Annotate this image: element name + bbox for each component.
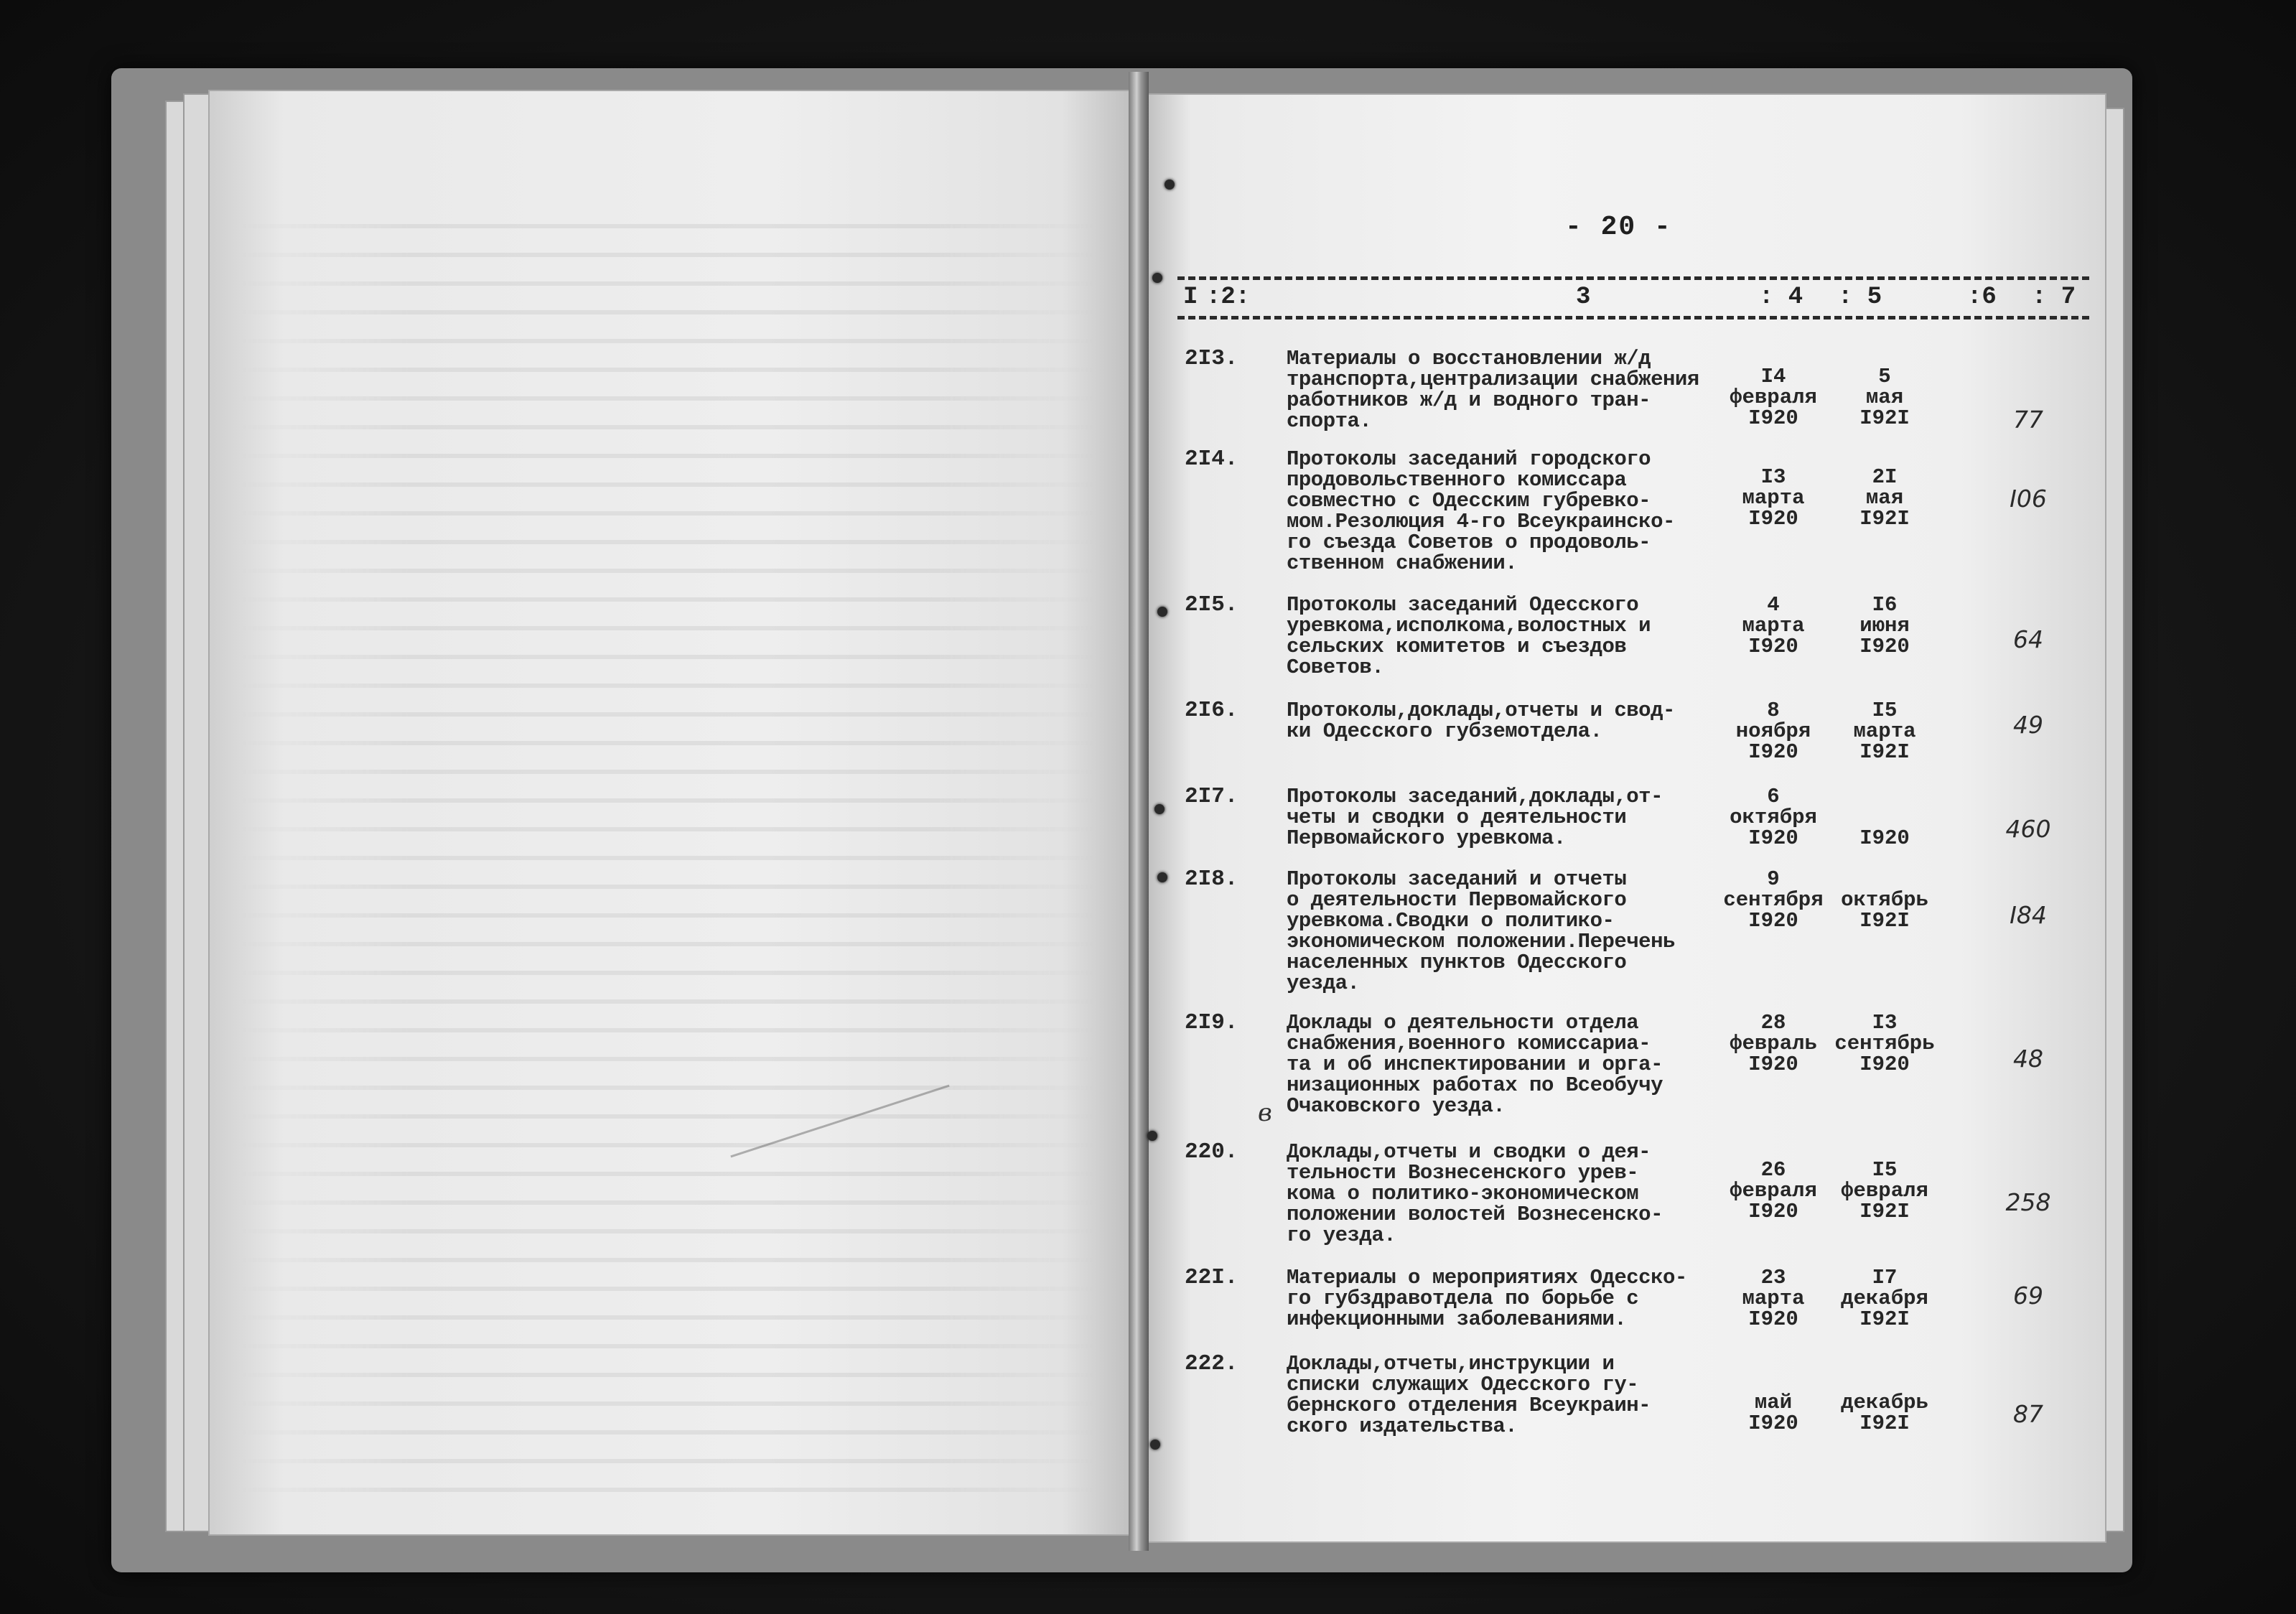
left-page-bleedthrough (237, 215, 1098, 1508)
entry-sheet-count: 460 (2005, 815, 2051, 843)
entry-description: Доклады,отчеты,инструкции и списки служащих Одесского гу- бернского отделения Всеукраин- ского издательства. (1287, 1352, 1651, 1438)
entry-start-date: 26 февраля I920 (1730, 1158, 1817, 1223)
entry-start-date: 23 марта I920 (1742, 1266, 1805, 1331)
entry-start-date: 8 ноября I920 (1735, 699, 1811, 764)
entry-start-date: 9 сентября I920 (1723, 867, 1824, 933)
entry-description: Доклады,отчеты и сводки о дея- тельности Вознесенского урев- кома о политико-экономическом положении волостей Вознесенско- го уезда. (1287, 1140, 1663, 1247)
entry-end-date: I6 июня I920 (1859, 593, 1910, 658)
entry-end-date: декабрь I92I (1841, 1391, 1928, 1435)
entry-description: Материалы о мероприятиях Одесско- го губздравотдела по борьбе с инфекционными заболеваниями. (1287, 1266, 1687, 1331)
entry-number: 2I7. (1185, 784, 1238, 809)
entry-number: 220. (1185, 1139, 1238, 1165)
entry-description: Протоколы заседаний Одесского уревкома,исполкома,волостных и сельских комитетов и съездов Советов. (1287, 593, 1651, 679)
entry-end-date: I3 сентябрь I920 (1834, 1011, 1935, 1076)
entry-end-date: I5 февраля I92I (1841, 1158, 1928, 1223)
page-number: - 20 - (1565, 212, 1672, 243)
entry-number: 2I6. (1185, 698, 1238, 723)
entry-start-date: 6 октября I920 (1730, 785, 1817, 850)
binding-hole (1165, 179, 1175, 190)
entry-number: 2I3. (1185, 346, 1238, 371)
handwritten-margin-mark: в (1258, 1098, 1272, 1127)
entry-number: 2I8. (1185, 867, 1238, 892)
entry-number: 22I. (1185, 1265, 1238, 1290)
entry-sheet-count: 64 (2013, 625, 2043, 653)
entry-end-date: октябрь I92I (1841, 888, 1928, 933)
entry-number: 2I4. (1185, 447, 1238, 472)
entry-number: 2I5. (1185, 592, 1238, 617)
binding-hole (1147, 1131, 1157, 1141)
entry-description: Протоколы заседаний,доклады,от- четы и сводки о деятельности Первомайского уревкома. (1287, 785, 1663, 850)
column-header-7: : 7 (2032, 284, 2076, 311)
entry-description: Протоколы,доклады,отчеты и свод- ки Одесского губземотдела. (1287, 699, 1675, 743)
entry-sheet-count: 69 (2013, 1282, 2043, 1310)
table-header-rule-top (1177, 276, 2089, 280)
binding-hole (1157, 607, 1167, 617)
column-header-5: : 5 (1838, 284, 1882, 311)
column-header-4: : 4 (1759, 284, 1803, 311)
entry-description: Доклады о деятельности отдела снабжения,военного комиссариа- та и об инспектировании и орга- низационных работах по Всеобучу Очаковского уезда. (1287, 1011, 1663, 1118)
entry-start-date: май I920 (1748, 1391, 1798, 1435)
column-header-1: I (1183, 284, 1198, 311)
column-header-6: :6 (1967, 284, 1997, 311)
column-header-2: :2: (1206, 284, 1251, 311)
binding-hole (1152, 273, 1162, 283)
entry-start-date: I3 марта I920 (1742, 465, 1805, 531)
entry-sheet-count: 258 (2005, 1188, 2051, 1216)
entry-sheet-count: I84 (2010, 901, 2047, 929)
entry-description: Протоколы заседаний и отчеты о деятельности Первомайского уревкома.Сводки о политико- экономическом положении.Перечень населенных пунктов Одесского уезда. (1287, 867, 1675, 995)
page-edges-right (2104, 108, 2124, 1532)
entry-start-date: 4 марта I920 (1742, 593, 1805, 658)
entry-sheet-count: 48 (2013, 1045, 2043, 1073)
entry-number: 2I9. (1185, 1010, 1238, 1035)
entry-sheet-count: 77 (2013, 406, 2043, 434)
entry-sheet-count: 87 (2013, 1400, 2043, 1428)
binding-hole (1157, 872, 1167, 882)
entry-description: Протоколы заседаний городского продовольственного комиссара совместно с Одесским губревко- мом.Резолюция 4-го Всеукраинско- го съезда Советов о продоволь- ственном снабжении. (1287, 447, 1675, 575)
entry-end-date: I920 (1859, 826, 1910, 850)
binding-hole (1154, 804, 1165, 814)
entry-start-date: I4 февраля I920 (1730, 365, 1817, 430)
entry-description: Материалы о восстановлении ж/д транспорта,централизации снабжения работников ж/д и водного тран- спорта. (1287, 347, 1699, 433)
column-header-3: 3 (1576, 284, 1591, 311)
entry-start-date: 28 февраль I920 (1730, 1011, 1817, 1076)
entry-end-date: 5 мая I92I (1859, 365, 1910, 430)
binding-hole (1150, 1440, 1160, 1450)
entry-end-date: 2I мая I92I (1859, 465, 1910, 531)
entry-end-date: I7 декабря I92I (1841, 1266, 1928, 1331)
entry-sheet-count: I06 (2010, 485, 2047, 513)
entry-end-date: I5 марта I92I (1853, 699, 1916, 764)
book-gutter (1129, 72, 1149, 1551)
entry-number: 222. (1185, 1351, 1238, 1376)
entry-sheet-count: 49 (2013, 711, 2043, 739)
table-header-rule-bottom (1177, 316, 2089, 319)
